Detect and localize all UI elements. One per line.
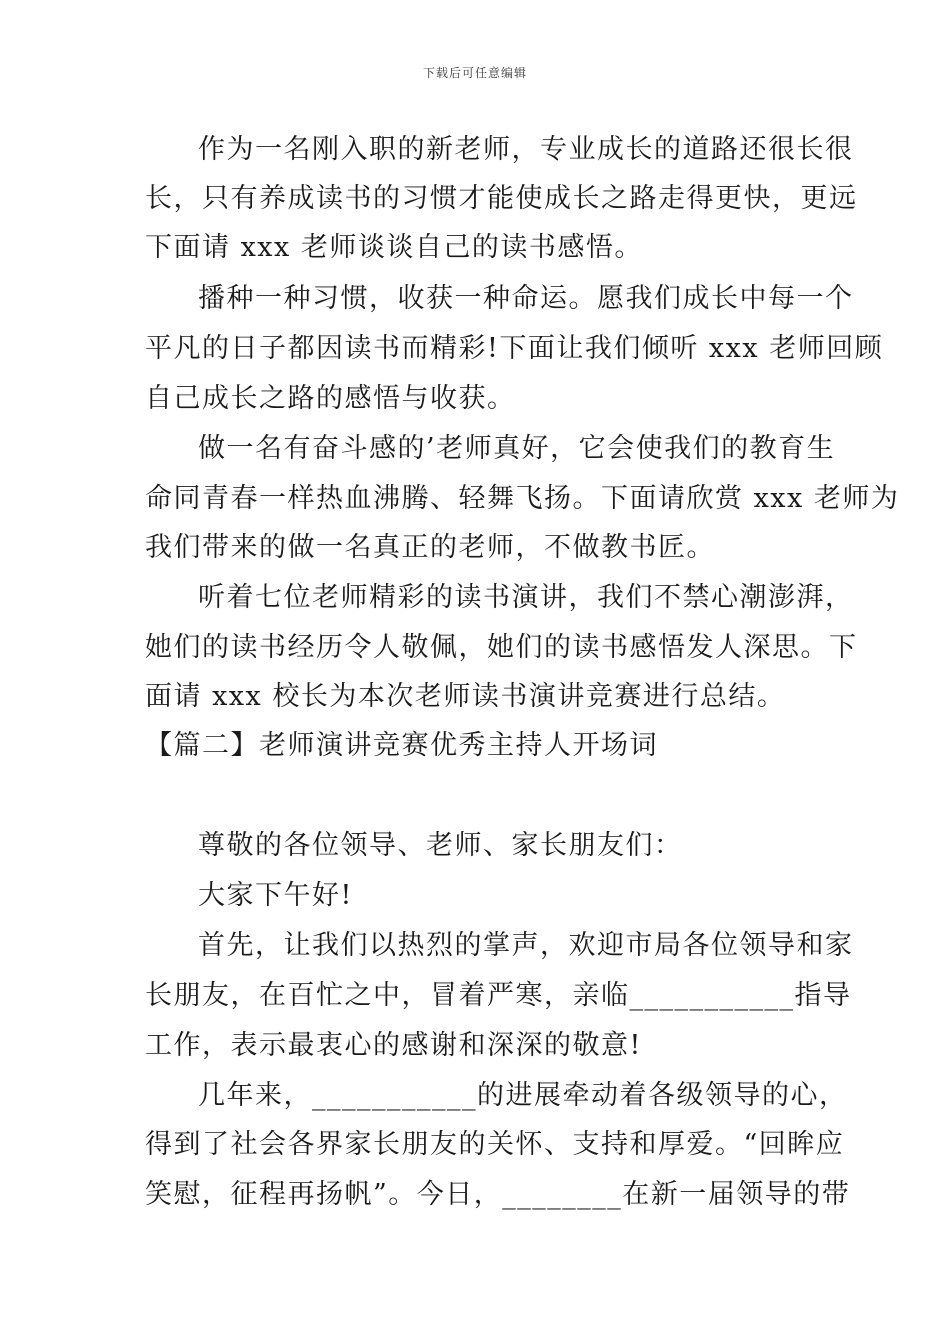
paragraph-line: 长，只有养成读书的习惯才能使成长之路走得更快，更远 bbox=[145, 183, 858, 214]
paragraph-line: 工作，表示最衷心的感谢和深深的敬意! bbox=[145, 1030, 642, 1061]
paragraph-line: 做一名有奋斗感的’老师真好，它会使我们的教育生 bbox=[198, 433, 836, 464]
paragraph-line: 命同青春一样热血沸腾、轻舞飞扬。下面请欣赏 xxx 老师为 bbox=[145, 483, 900, 514]
paragraph-line: 自己成长之路的感悟与收获。 bbox=[145, 383, 516, 414]
paragraph-line: 平凡的日子都因读书而精彩!下面让我们倾听 xxx 老师回顾 bbox=[145, 333, 884, 364]
paragraph-line: 面请 xxx 校长为本次老师读书演讲竞赛进行总结。 bbox=[145, 681, 786, 712]
page-header: 下载后可任意编辑 bbox=[422, 66, 527, 80]
paragraph-line: 长朋友，在百忙之中，冒着严寒，亲临___________指导 bbox=[145, 980, 852, 1011]
paragraph-line: 播种一种习惯，收获一种命运。愿我们成长中每一个 bbox=[198, 283, 854, 314]
paragraph-line: 听着七位老师精彩的读书演讲，我们不禁心潮澎湃， bbox=[198, 582, 854, 613]
paragraph-line: 得到了社会各界家长朋友的关怀、支持和厚爱。“回眸应 bbox=[145, 1129, 845, 1160]
section-heading: 【篇二】老师演讲竞赛优秀主持人开场词 bbox=[145, 730, 658, 761]
paragraph-line: 大家下午好! bbox=[198, 880, 353, 911]
paragraph-line: 下面请 xxx 老师谈谈自己的读书感悟。 bbox=[145, 232, 643, 263]
paragraph-line: 她们的读书经历令人敬佩，她们的读书感悟发人深思。下 bbox=[145, 632, 858, 663]
paragraph-line: 首先，让我们以热烈的掌声，欢迎市局各位领导和家 bbox=[198, 930, 854, 961]
paragraph-line: 尊敬的各位领导、老师、家长朋友们： bbox=[198, 830, 683, 861]
paragraph-line: 笑慰，征程再扬帆”。今日，________在新一届领导的带 bbox=[145, 1179, 851, 1210]
paragraph-line: 我们带来的做一名真正的老师，不做教书匠。 bbox=[145, 532, 715, 563]
paragraph-line: 作为一名刚入职的新老师，专业成长的道路还很长很 bbox=[198, 134, 854, 165]
paragraph-line: 几年来，___________的进展牵动着各级领导的心， bbox=[198, 1080, 848, 1111]
